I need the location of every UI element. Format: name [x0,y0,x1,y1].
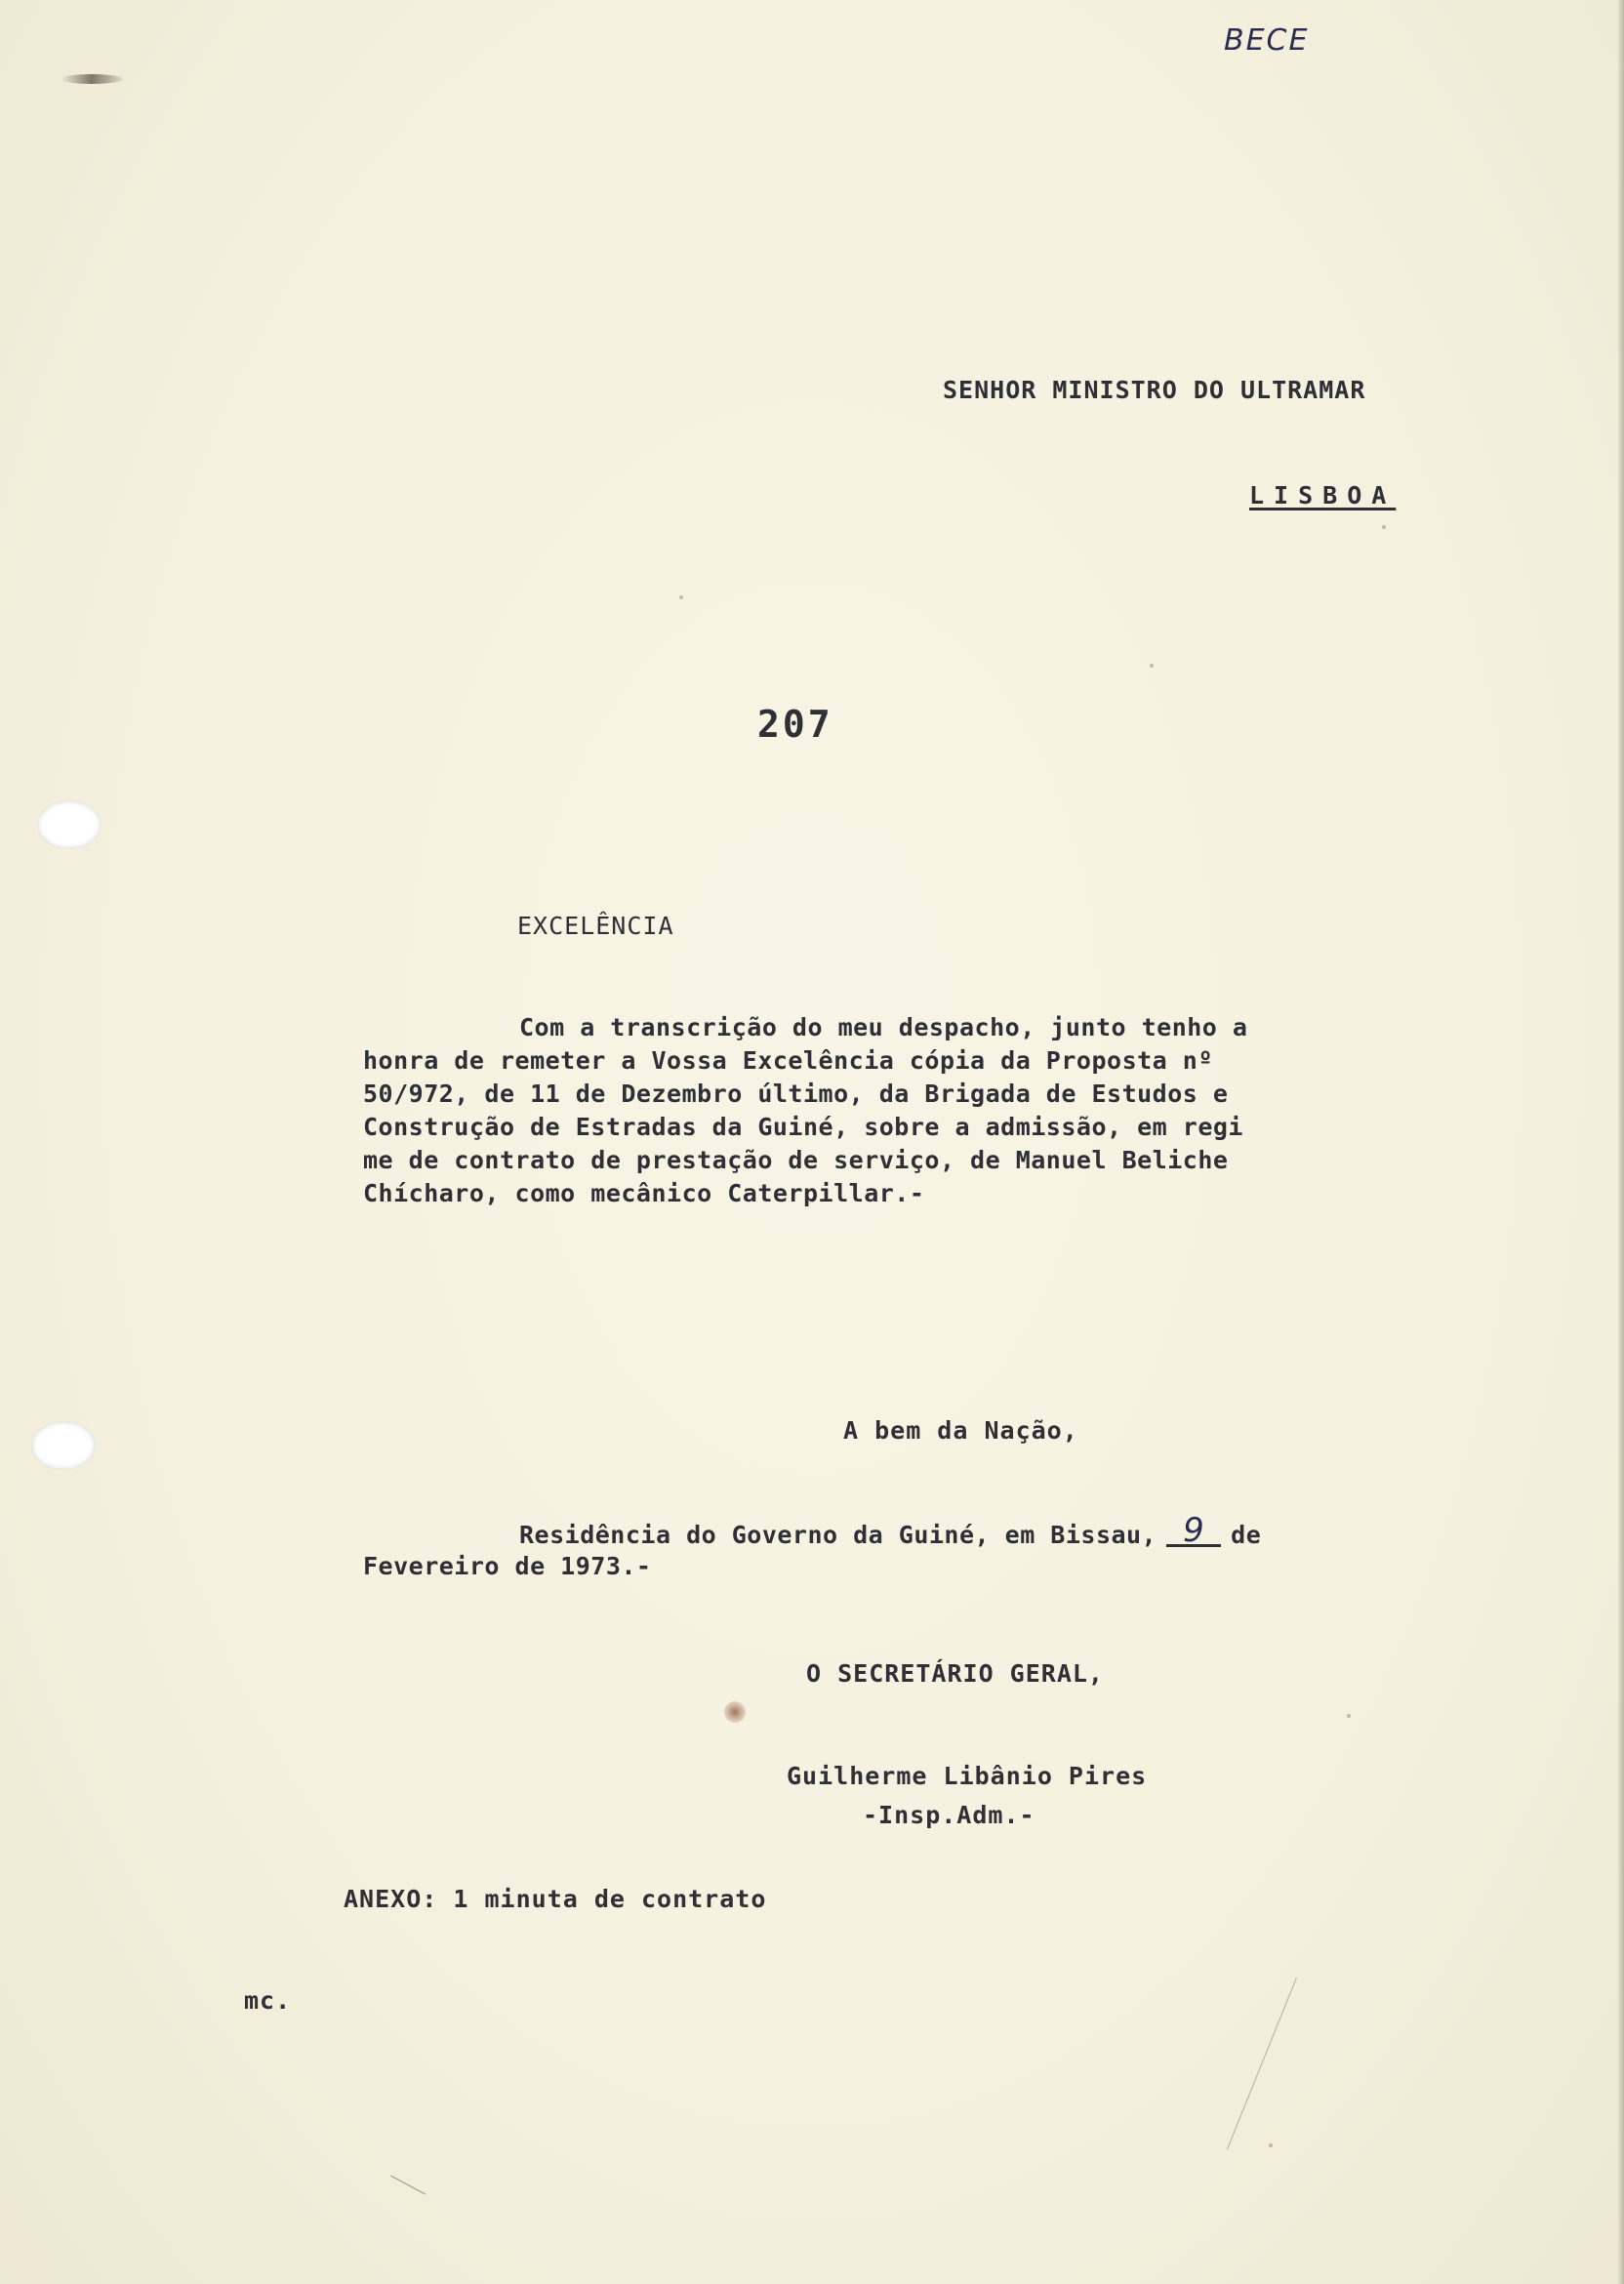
body-line: me de contrato de prestação de serviço, de Manuel Beliche [363,1146,1229,1174]
body-paragraph [363,1011,1247,1210]
place-text: Residência do Governo da Guiné, em Bissau, [519,1521,1157,1549]
stain-spot [724,1701,746,1723]
addressee: SENHOR MINISTRO DO ULTRAMAR [943,376,1366,404]
paper-speck [1150,664,1154,668]
paper-speck [1382,525,1386,529]
signer-title: O SECRETÁRIO GERAL, [806,1659,1104,1688]
body-line: Com a transcrição do meu despacho, junto tenho a [519,1013,1248,1041]
signer-name: Guilherme Libânio Pires [787,1762,1148,1790]
paper-speck [679,595,683,599]
pencil-stroke [1227,1978,1297,2150]
pencil-mark [390,2176,426,2195]
body-line: 50/972, de 11 de Dezembro último, da Brigada de Estudos e [363,1080,1229,1108]
closing-formula: A bem da Nação, [843,1416,1078,1445]
paper-speck [1347,1714,1351,1718]
signer-role: -Insp.Adm.- [863,1801,1035,1829]
body-line: honra de remeter a Vossa Excelência cópia da Proposta nº [363,1046,1213,1075]
place-and-date [363,1511,1262,1583]
date-connector: de [1231,1521,1262,1549]
punch-hole-top [37,800,102,849]
handwritten-corner-note: BECE [1224,23,1310,58]
document-number: 207 [757,703,833,746]
salutation: EXCELÊNCIA [517,912,674,940]
body-line: Construção de Estradas da Guiné, sobre a admissão, em regi [363,1113,1243,1141]
ink-smudge [61,74,123,84]
body-line: Chícharo, como mecânico Caterpillar.- [363,1179,925,1207]
date-line: Fevereiro de 1973.- [363,1552,652,1580]
paper-edge [1618,0,1624,2284]
addressee-city: LISBOA [1249,481,1397,510]
handwritten-day: 9 [1166,1517,1221,1547]
place-date-line [363,1511,1262,1550]
typist-initials: mc. [244,1986,292,2015]
attachment-note: ANEXO: 1 minuta de contrato [344,1885,767,1913]
punch-hole-bottom [31,1421,96,1470]
paper-speck [1269,2143,1273,2147]
